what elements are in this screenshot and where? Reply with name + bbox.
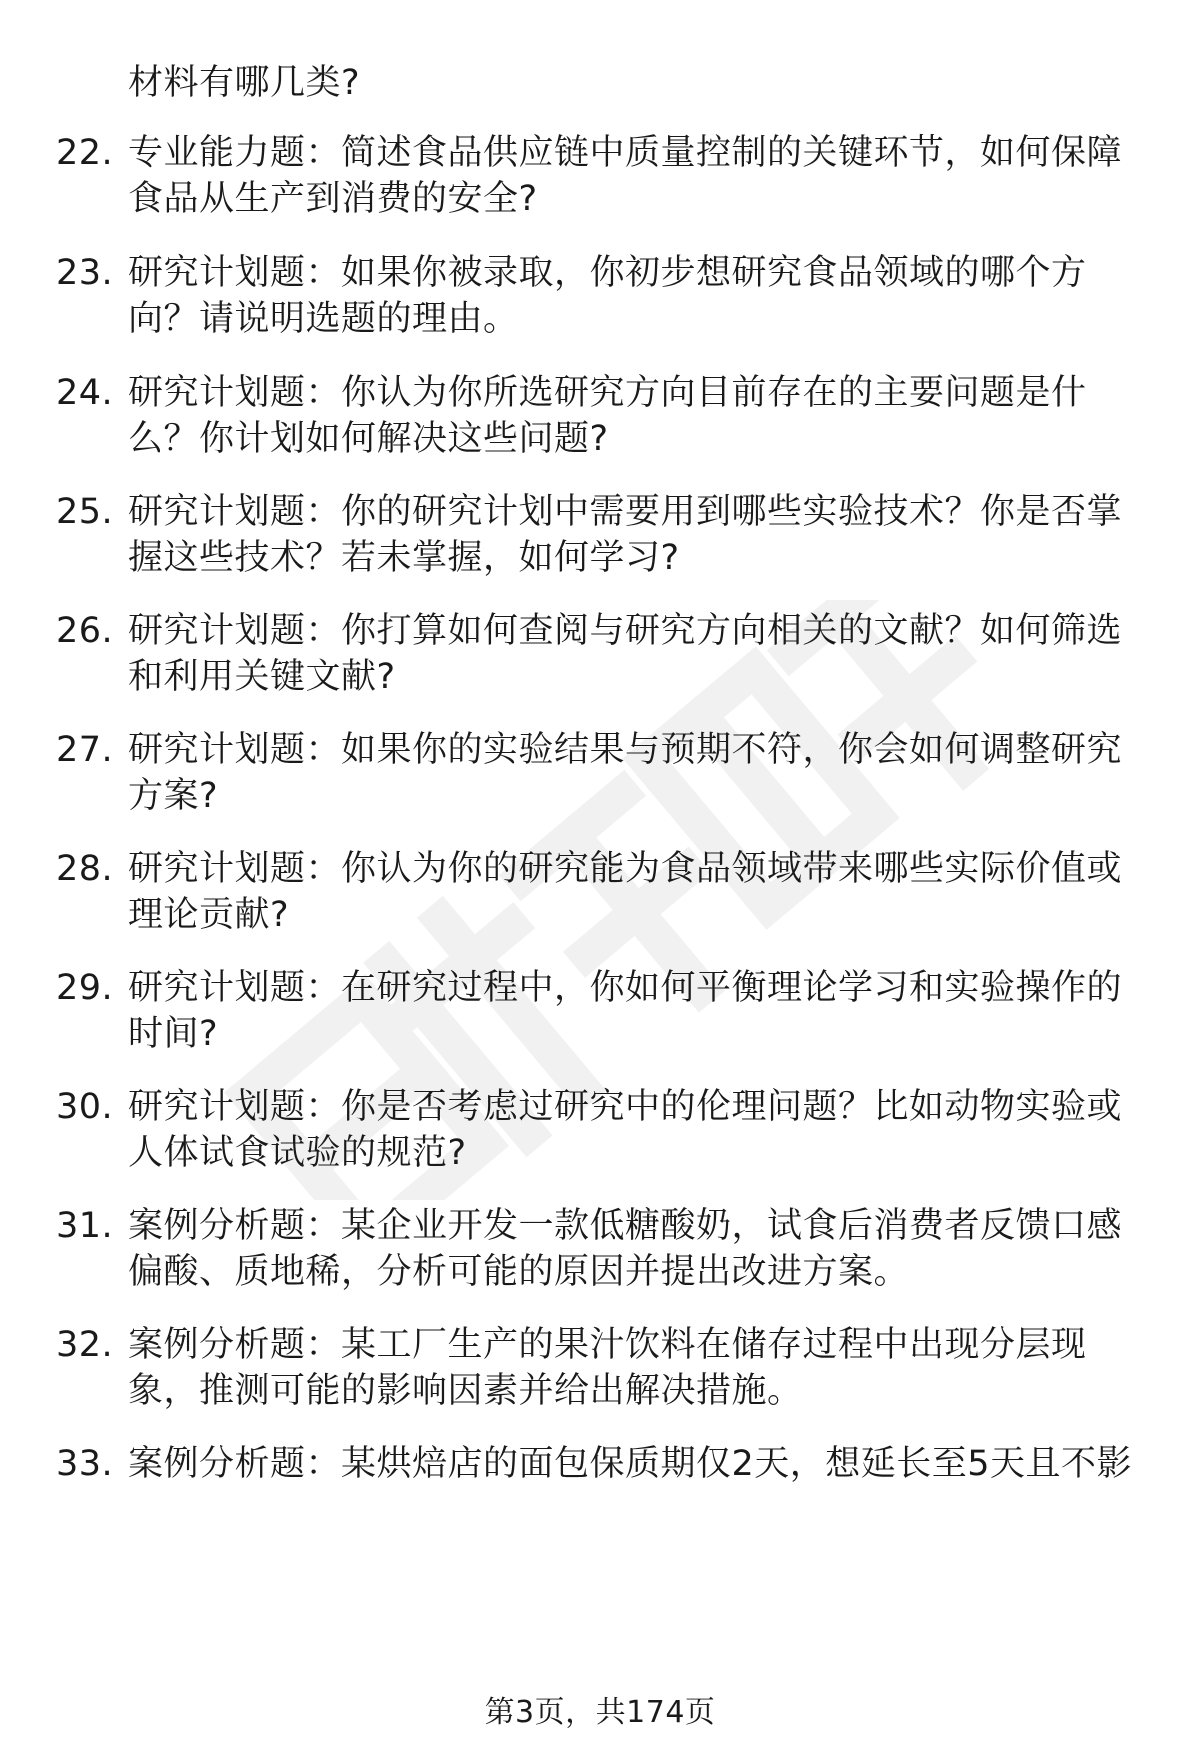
question-text <box>128 370 1148 462</box>
question-text <box>128 1084 1148 1176</box>
question-text-line: 方案? <box>128 776 219 816</box>
question-number: 24. <box>56 373 114 413</box>
question-text-line: 象，推测可能的影响因素并给出解决措施。 <box>128 1371 803 1411</box>
question-number: 26. <box>56 611 114 651</box>
question-text-line: 研究计划题：你是否考虑过研究中的伦理问题？比如动物实验或 <box>128 1087 1123 1127</box>
question-text-line: 握这些技术？若未掌握，如何学习? <box>128 538 680 578</box>
question-text <box>128 965 1148 1057</box>
question-text-line: 人体试食试验的规范? <box>128 1133 467 1173</box>
question-text <box>128 1203 1148 1295</box>
question-text-line: 向？请说明选题的理由。 <box>128 299 519 339</box>
question-number: 33. <box>56 1444 114 1484</box>
question-text-line: 研究计划题：你打算如何查阅与研究方向相关的文献？如何筛选 <box>128 611 1123 651</box>
question-number: 28. <box>56 849 114 889</box>
question-text <box>128 1322 1148 1414</box>
question-text-line: 和利用关键文献? <box>128 657 396 697</box>
question-number: 27. <box>56 730 114 770</box>
continued-question-text: 材料有哪几类? <box>128 63 361 103</box>
question-text-line: 时间? <box>128 1014 219 1054</box>
question-text-line: 研究计划题：你认为你所选研究方向目前存在的主要问题是什 <box>128 373 1087 413</box>
question-number: 25. <box>56 492 114 532</box>
question-text <box>128 727 1148 819</box>
question-text-line: 偏酸、质地稀，分析可能的原因并提出改进方案。 <box>128 1252 910 1292</box>
question-text-line: 研究计划题：你的研究计划中需要用到哪些实验技术？你是否掌 <box>128 492 1123 532</box>
page-number-footer: 第3页，共174页 <box>484 1695 716 1730</box>
question-text <box>128 250 1148 342</box>
question-text-line: 专业能力题：简述食品供应链中质量控制的关键环节，如何保障 <box>128 133 1123 173</box>
question-text <box>128 130 1148 222</box>
question-text-line: 案例分析题：某烘焙店的面包保质期仅2天，想延长至5天且不影 <box>128 1444 1133 1484</box>
question-text-line: 案例分析题：某工厂生产的果汁饮料在储存过程中出现分层现 <box>128 1325 1087 1365</box>
question-number: 23. <box>56 253 114 293</box>
question-text-line: 研究计划题：如果你被录取，你初步想研究食品领域的哪个方 <box>128 253 1087 293</box>
question-text <box>128 1441 1148 1487</box>
question-text <box>128 489 1148 581</box>
question-text-line: 么？你计划如何解决这些问题? <box>128 419 609 459</box>
question-number: 30. <box>56 1087 114 1127</box>
question-text-line: 研究计划题：如果你的实验结果与预期不符，你会如何调整研究 <box>128 730 1123 770</box>
question-text-line: 研究计划题：你认为你的研究能为食品领域带来哪些实际价值或 <box>128 849 1123 889</box>
question-text-line: 食品从生产到消费的安全? <box>128 179 538 219</box>
question-text-line: 案例分析题：某企业开发一款低糖酸奶，试食后消费者反馈口感 <box>128 1206 1123 1246</box>
question-text <box>128 608 1148 700</box>
question-number: 29. <box>56 968 114 1008</box>
question-number: 31. <box>56 1206 114 1246</box>
question-text <box>128 846 1148 938</box>
question-text-line: 理论贡献? <box>128 895 290 935</box>
question-number: 22. <box>56 133 114 173</box>
question-text-line: 研究计划题：在研究过程中，你如何平衡理论学习和实验操作的 <box>128 968 1123 1008</box>
question-number: 32. <box>56 1325 114 1365</box>
